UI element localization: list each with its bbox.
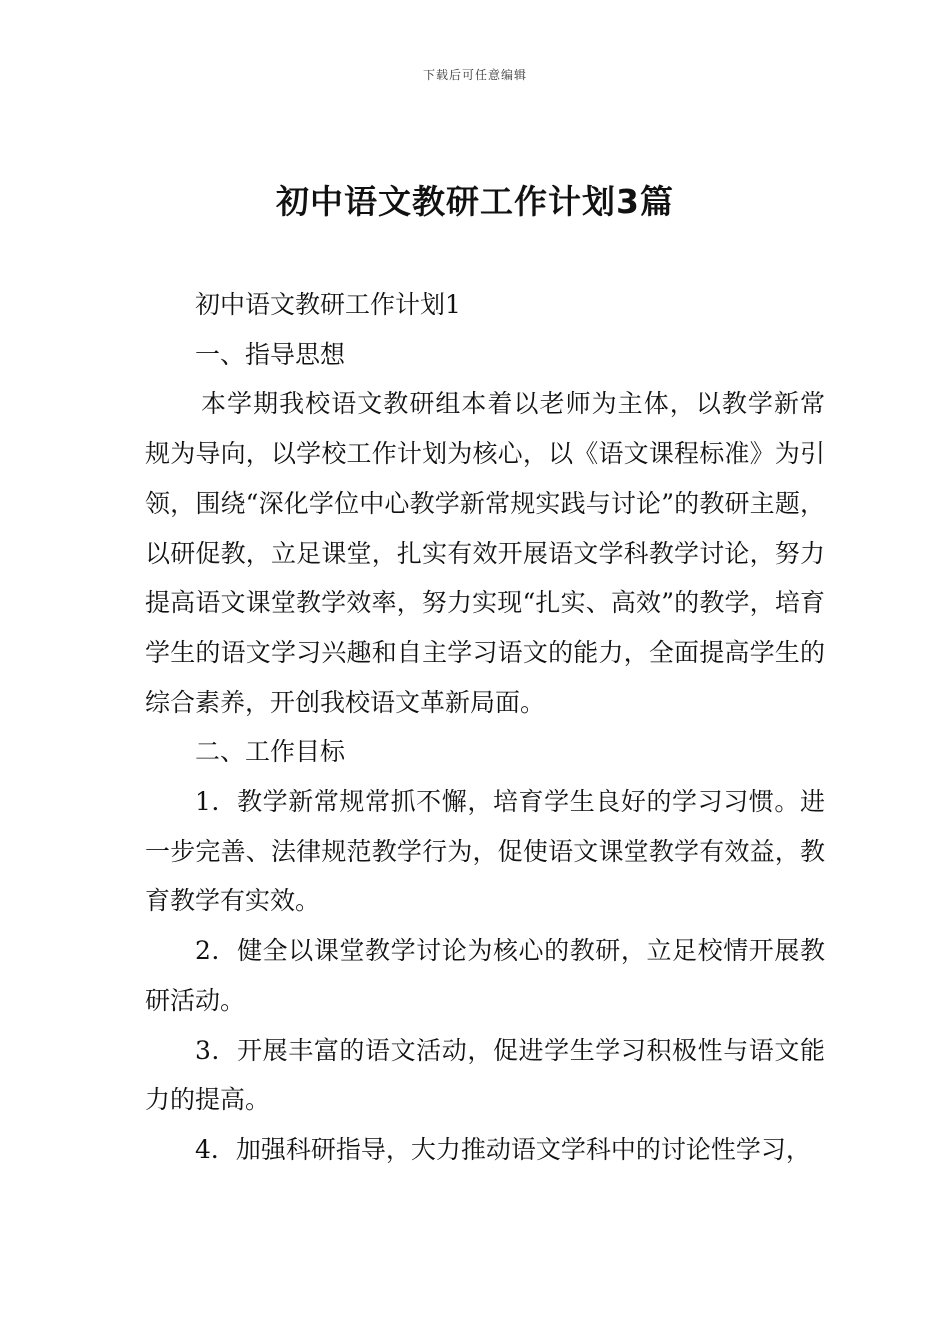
header-note: 下载后可任意编辑 — [422, 68, 527, 82]
document-title: 初中语文教研工作计划3篇 — [276, 182, 674, 221]
section-heading-work-goals: 二、工作目标 — [195, 737, 346, 767]
section-heading-plan-1: 初中语文教研工作计划1 — [195, 290, 461, 319]
goal-item-3: 3．开展丰富的语文活动，促进学生学习积极性与语文能力的提高。 — [145, 1035, 825, 1115]
goal-item-2: 2．健全以课堂教学讨论为核心的教研，立足校情开展教研活动。 — [145, 936, 825, 1015]
goal-item-1: 1．教学新常规常抓不懈，培育学生良好的学习习惯。进一步完善、法律规范教学行为，促使语文课堂教学有效益，教育教学有实效。 — [145, 787, 825, 916]
goal-item-4: 4．加强科研指导，大力推动语文学科中的讨论性学习， — [195, 1134, 811, 1164]
document-body — [145, 280, 825, 1175]
paragraph-guiding-ideology: 本学期我校语文教研组本着以老师为主体，以教学新常规为导向，以学校工作计划为核心，以《语文课程标准》为引领，围绕“深化学位中心教学新常规实践与讨论”的教研主题，以研促教，立足课堂，扎实有效开展语文学科教学讨论，努力提高语文课堂教学效率，努力实现“扎实、高效”的教学，培育学生的语文学习兴趣和自主学习语文的能力，全面提高学生的综合素养，开创我校语文革新局面。 — [145, 389, 825, 717]
section-heading-guiding-ideology: 一、指导思想 — [195, 339, 346, 369]
